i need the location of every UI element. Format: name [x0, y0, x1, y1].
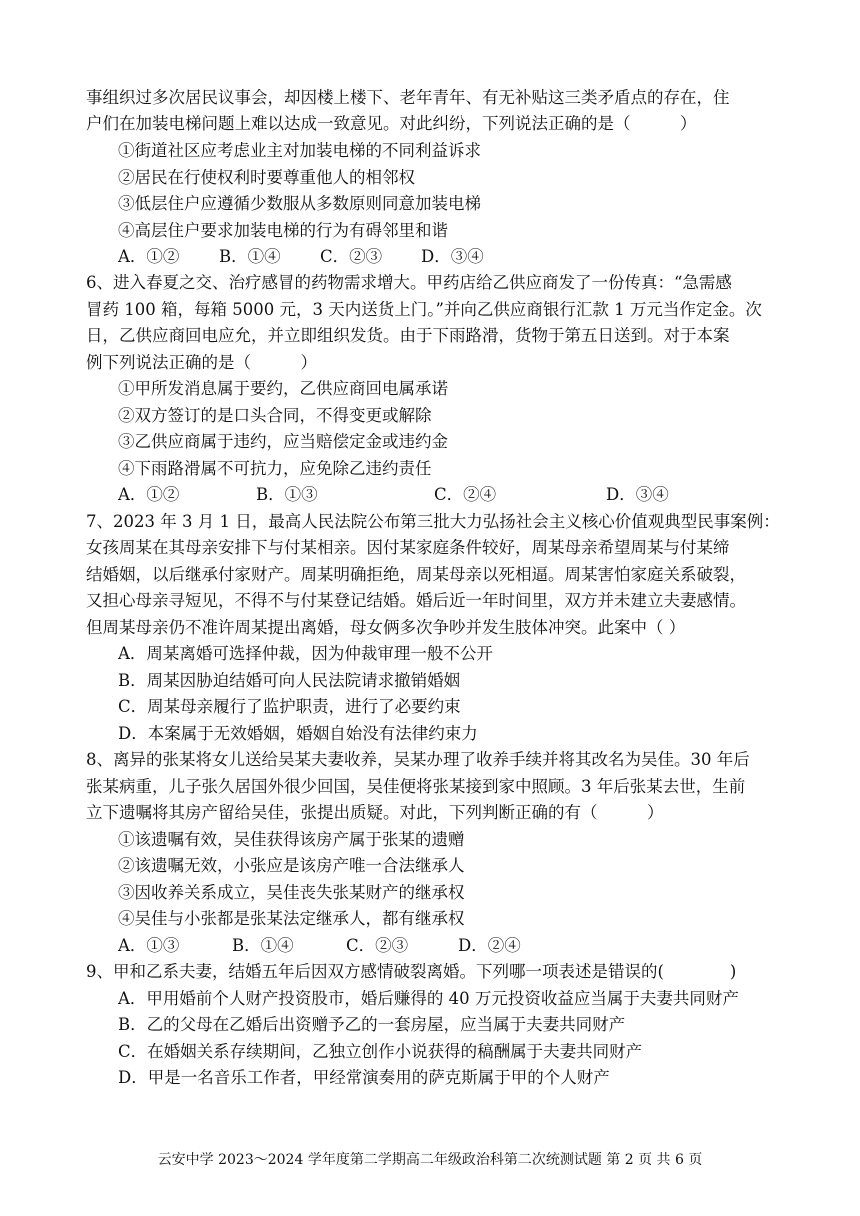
q6-stem-line-4: 例下列说法正确的是（ ） [86, 353, 317, 372]
q8-stem-line-3: 立下遗嘱将其房产留给吴佳，张提出质疑。对此，下列判断正确的有（ ） [86, 803, 664, 822]
q5-option-a: A．①② [118, 247, 180, 266]
q8-option-c: C．②③ [346, 936, 409, 955]
q7-option-d: D．本案属于无效婚姻，婚姻自始没有法律约束力 [118, 724, 478, 743]
q8-option-b: B．①④ [232, 936, 294, 955]
q5-options [118, 245, 484, 269]
q5-item-4: ④高层住户要求加装电梯的行为有碍邻里和谐 [118, 221, 448, 240]
q5-option-c: C．②③ [320, 247, 383, 266]
q8-item-4: ④吴佳与小张都是张某法定继承人，都有继承权 [118, 909, 465, 928]
q7-stem-line-3: 结婚姻，以后继承付家财产。周某明确拒绝，周某母亲以死相逼。周某害怕家庭关系破裂， [86, 565, 746, 584]
q6-option-d: D．③④ [606, 485, 669, 504]
q6-item-4: ④下雨路滑属不可抗力，应免除乙违约责任 [118, 459, 432, 478]
q6-item-3: ③乙供应商属于违约，应当赔偿定金或违约金 [118, 432, 448, 451]
q5-option-d: D．③④ [421, 247, 484, 266]
q5-stem-line-2: 户们在加装电梯问题上难以达成一致意见。对此纠纷，下列说法正确的是（ ） [86, 114, 697, 133]
q8-option-a: A．①③ [118, 936, 180, 955]
q7-stem-line-2: 女孩周某在其母亲安排下与付某相亲。因付某家庭条件较好，周某母亲希望周某与付某缔 [86, 538, 730, 557]
q8-item-2: ②该遗嘱无效，小张应是该房产唯一合法继承人 [118, 856, 465, 875]
q8-stem-line-2: 张某病重，儿子张久居国外很少回国，吴佳便将张某接到家中照顾。3 年后张某去世，生前 [86, 777, 746, 796]
q7-stem-line-5: 但周某母亲仍不准许周某提出离婚，母女俩多次争吵并发生肢体冲突。此案中（ ） [86, 618, 686, 637]
q8-options [118, 934, 521, 958]
q8-stem-line-1: 8、离异的张某将女儿送给吴某夫妻收养，吴某办理了收养手续并将其改名为吴佳。30 年后 [86, 750, 750, 769]
q6-option-c: C．②④ [434, 485, 497, 504]
q7-option-b: B．周某因胁迫结婚可向人民法院请求撤销婚姻 [118, 671, 461, 690]
q9-option-a: A．甲用婚前个人财产投资股市，婚后赚得的 40 万元投资收益应当属于夫妻共同财产 [118, 989, 739, 1008]
q9-option-b: B．乙的父母在乙婚后出资赠予乙的一套房屋，应当属于夫妻共同财产 [118, 1015, 626, 1034]
q5-item-3: ③低层住户应遵循少数服从多数原则同意加装电梯 [118, 194, 481, 213]
q7-option-c: C．周某母亲履行了监护职责，进行了必要约束 [118, 697, 461, 716]
q7-option-a: A．周某离婚可选择仲裁，因为仲裁审理一般不公开 [118, 644, 493, 663]
q6-option-b: B．①③ [256, 485, 318, 504]
page-footer: 云安中学 2023～2024 学年度第二学期高二年级政治科第二次统测试题 第 2 页 共 6 页 [157, 1152, 703, 1168]
q8-option-d: D．②④ [458, 936, 521, 955]
q5-option-b: B．①④ [219, 247, 281, 266]
q7-stem-line-1: 7、2023 年 3 月 1 日，最高人民法院公布第三批大力弘扬社会主义核心价值观典型民事案例： [86, 512, 780, 531]
q9-option-d: D．甲是一名音乐工作者，甲经常演奏用的萨克斯属于甲的个人财产 [118, 1068, 610, 1087]
q8-item-1: ①该遗嘱有效，吴佳获得该房产属于张某的遗赠 [118, 830, 465, 849]
q6-stem-line-2: 冒药 100 箱，每箱 5000 元，3 天内送货上门。”并向乙供应商银行汇款 1 万元当作定金。次 [86, 300, 762, 319]
q9-stem: 9、甲和乙系夫妻，结婚五年后因双方感情破裂离婚。下列哪一项表述是错误的( ) [86, 962, 737, 981]
q6-options [118, 483, 669, 507]
q5-item-1: ①街道社区应考虑业主对加装电梯的不同利益诉求 [118, 141, 481, 160]
q6-stem-line-3: 日，乙供应商回电应允，并立即组织发货。由于下雨路滑，货物于第五日送到。对于本案 [86, 326, 730, 345]
q6-stem-line-1: 6、进入春夏之交、治疗感冒的药物需求增大。甲药店给乙供应商发了一份传真：“急需感 [86, 273, 732, 292]
q7-stem-line-4: 又担心母亲寻短见，不得不与付某登记结婚。婚后近一年时间里，双方并未建立夫妻感情。 [86, 591, 746, 610]
q6-item-1: ①甲所发消息属于要约，乙供应商回电属承诺 [118, 379, 448, 398]
q5-item-2: ②居民在行使权利时要尊重他人的相邻权 [118, 168, 415, 187]
q9-option-c: C．在婚姻关系存续期间，乙独立创作小说获得的稿酬属于夫妻共同财产 [118, 1042, 643, 1061]
q6-option-a: A．①② [118, 485, 180, 504]
q8-item-3: ③因收养关系成立，吴佳丧失张某财产的继承权 [118, 883, 465, 902]
q5-stem-line-1: 事组织过多次居民议事会，却因楼上楼下、老年青年、有无补贴这三类矛盾点的存在，住 [86, 88, 730, 107]
q6-item-2: ②双方签订的是口头合同，不得变更或解除 [118, 406, 432, 425]
